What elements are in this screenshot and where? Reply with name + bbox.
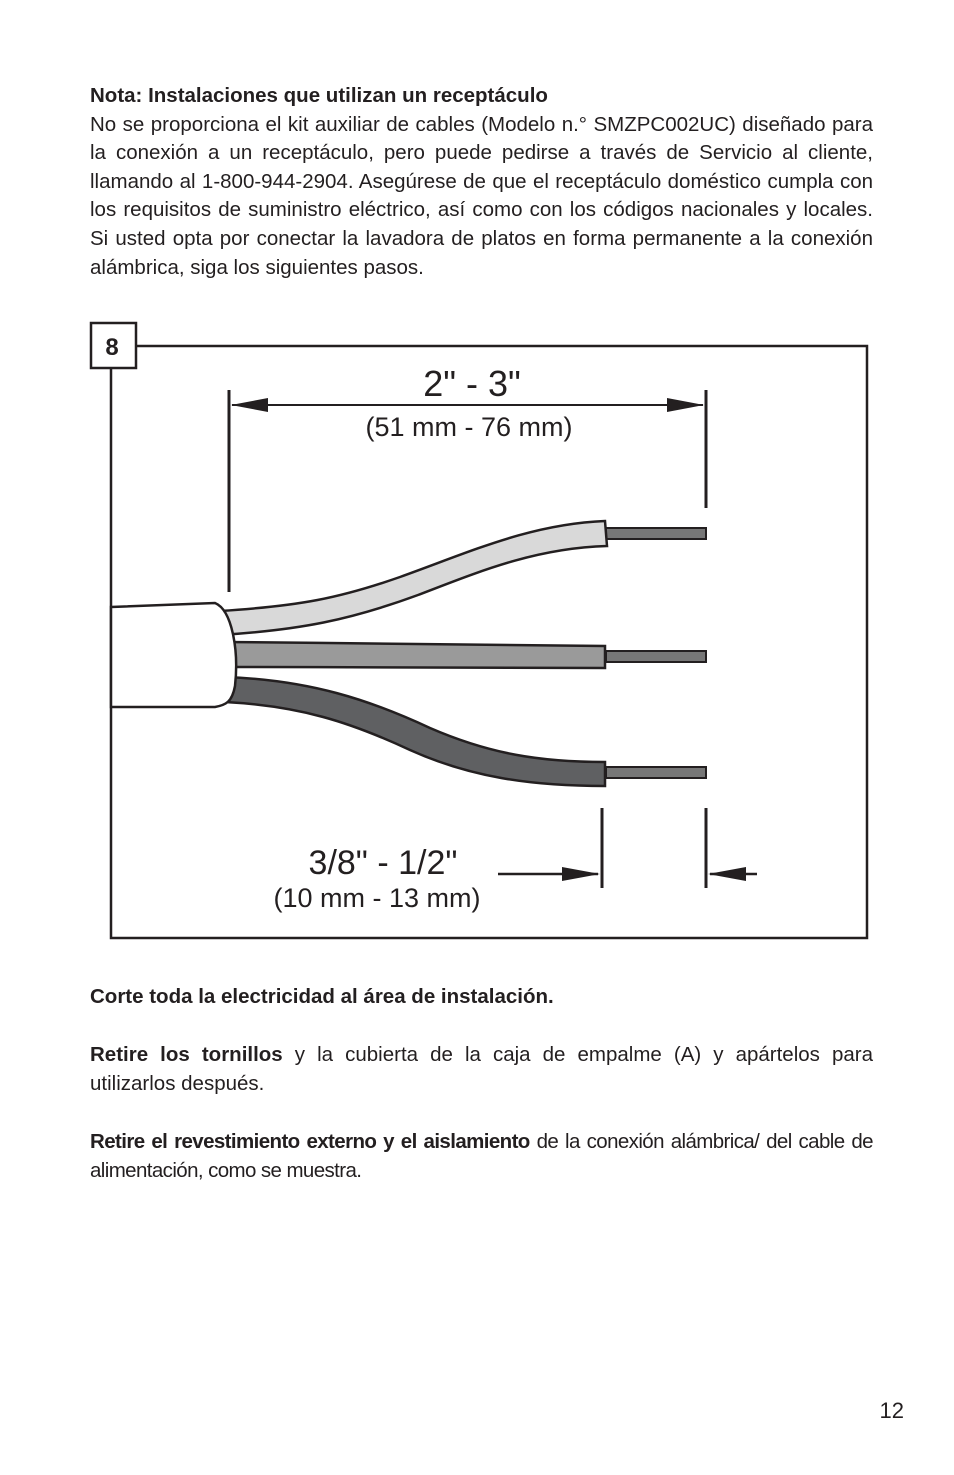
bottom-arrow-left <box>562 867 600 881</box>
note-body: No se proporciona el kit auxiliar de cables (Modelo n.° SMZPC002UC) diseñado para la conexión a un receptáculo, pero puede pedirse a través de Servicio al cliente, llamando al 1-800-944-2904. Asegúrese de que el receptáculo doméstico cumpla con los requisitos de suministro eléctrico, así como con los códigos nacionales y locales. Si usted opta por conectar la lavadora de platos en forma permanente a la conexión alámbrica, siga los siguientes pasos. <box>90 112 873 279</box>
top-dimension-metric: (51 mm - 76 mm) <box>365 412 573 442</box>
wire-stripping-figure <box>0 318 954 948</box>
conductor-bottom <box>606 767 706 778</box>
top-arrow-left <box>231 398 268 412</box>
conductor-top <box>606 528 706 539</box>
step-1-bold: Corte toda la electricidad al área de instalación. <box>90 985 554 1008</box>
bottom-arrow-right <box>708 867 746 881</box>
step-strip-insulation <box>90 1128 873 1185</box>
wire-middle <box>225 642 605 668</box>
page-number: 12 <box>879 1398 904 1423</box>
bottom-dimension-label: 3/8" - 1/2" <box>308 844 458 882</box>
bottom-dimension-metric: (10 mm - 13 mm) <box>273 883 481 913</box>
step-2-bold: Retire los tornillos <box>90 1043 283 1066</box>
step-3-bold: Retire el revestimiento externo y el aislamiento <box>90 1130 530 1153</box>
conductor-middle <box>606 651 706 662</box>
figure-number: 8 <box>105 334 119 361</box>
note-title: Nota: Instalaciones que utilizan un receptáculo <box>90 84 548 107</box>
cable-jacket <box>111 603 236 707</box>
step-cut-power <box>90 983 873 1012</box>
wire-light <box>220 521 607 635</box>
wire-dark <box>225 677 605 786</box>
step-2-text: y la cubierta de la caja de empalme (A) y apártelos para utilizarlos después. <box>90 1043 873 1095</box>
note-section <box>90 82 873 282</box>
step-3-text: de la conexión alámbrica/ del cable de alimentación, como se muestra. <box>90 1130 873 1182</box>
step-remove-screws <box>90 1041 873 1098</box>
top-arrow-right <box>667 398 704 412</box>
top-dimension-label: 2" - 3" <box>423 363 521 404</box>
